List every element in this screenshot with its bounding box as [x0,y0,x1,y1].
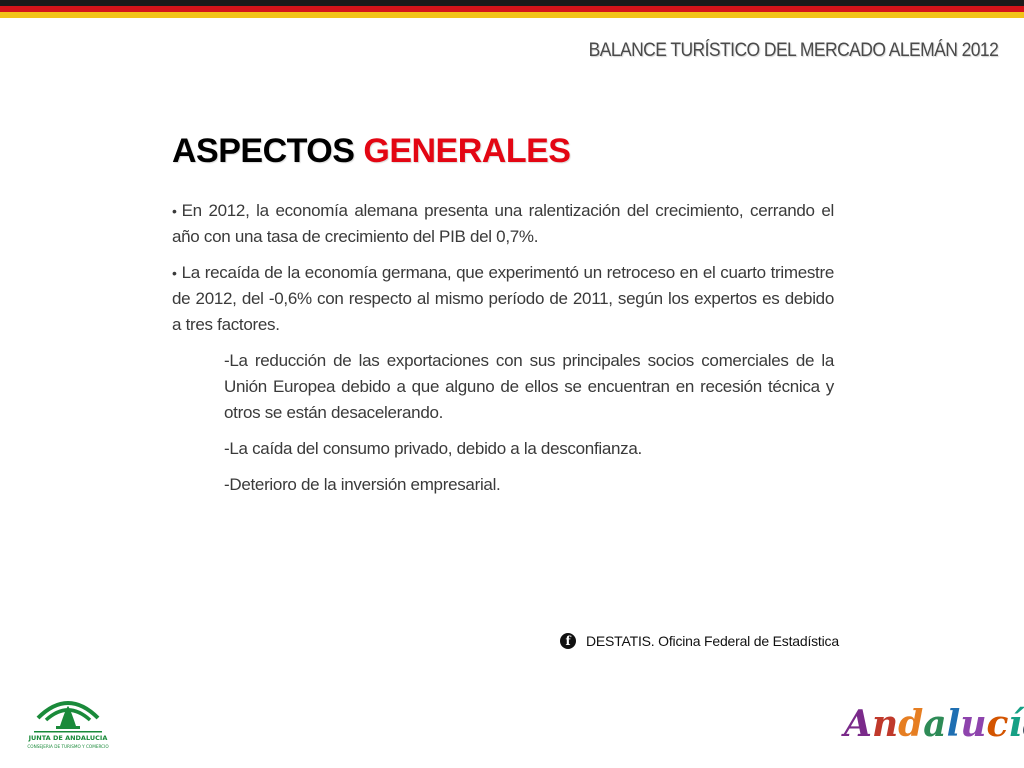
junta-de-andalucia-logo [26,690,110,752]
slide-title-part1: ASPECTOS [172,132,355,170]
slide-title [172,132,570,171]
svg-text:Andalucía: Andalucí [844,703,1023,745]
bullet-text: La recaída de la economía germana, que experimentó un retroceso en el cuarto trimestre de 2012, del -0,6% con respecto al mismo período de 2011, según los expertos es debido a tres factores. [172,263,834,334]
slide-body [172,198,834,508]
header-title: BALANCE TURÍSTICO DEL MERCADO ALEMÁN 2012 [588,40,998,61]
bullet-paragraph [172,198,834,250]
source-note [560,633,839,649]
svg-text:CONSEJERIA DE TURISMO Y COMERC: CONSEJERIA DE TURISMO Y COMERCIO [27,744,109,749]
factor-item: -La reducción de las exportaciones con sus principales socios comerciales de la Unión Europea debido a que alguno de ellos se encuentran en recesión técnica y otros se están desacelerando. [224,351,834,422]
bullet-marker: • [172,203,177,219]
bullet-marker: • [172,265,177,281]
factor-item: -Deterioro de la inversión empresarial. [224,475,501,494]
slide-title-part2: GENERALES [363,132,571,170]
andalucia-brand-logo [842,700,1023,748]
flag-gold-band [0,12,1024,18]
factor-item: -La caída del consumo privado, debido a la desconfianza. [224,439,642,458]
info-f-icon: f [560,633,576,649]
german-flag-stripe [0,0,1024,18]
source-text: DESTATIS. Oficina Federal de Estadística [586,633,839,649]
bullet-paragraph [172,260,834,338]
bullet-text: En 2012, la economía alemana presenta una ralentización del crecimiento, cerrando el año con una tasa de crecimiento del PIB del 0,7%. [172,201,834,246]
svg-text:JUNTA DE ANDALUCIA: JUNTA DE ANDALUCIA [28,734,108,742]
